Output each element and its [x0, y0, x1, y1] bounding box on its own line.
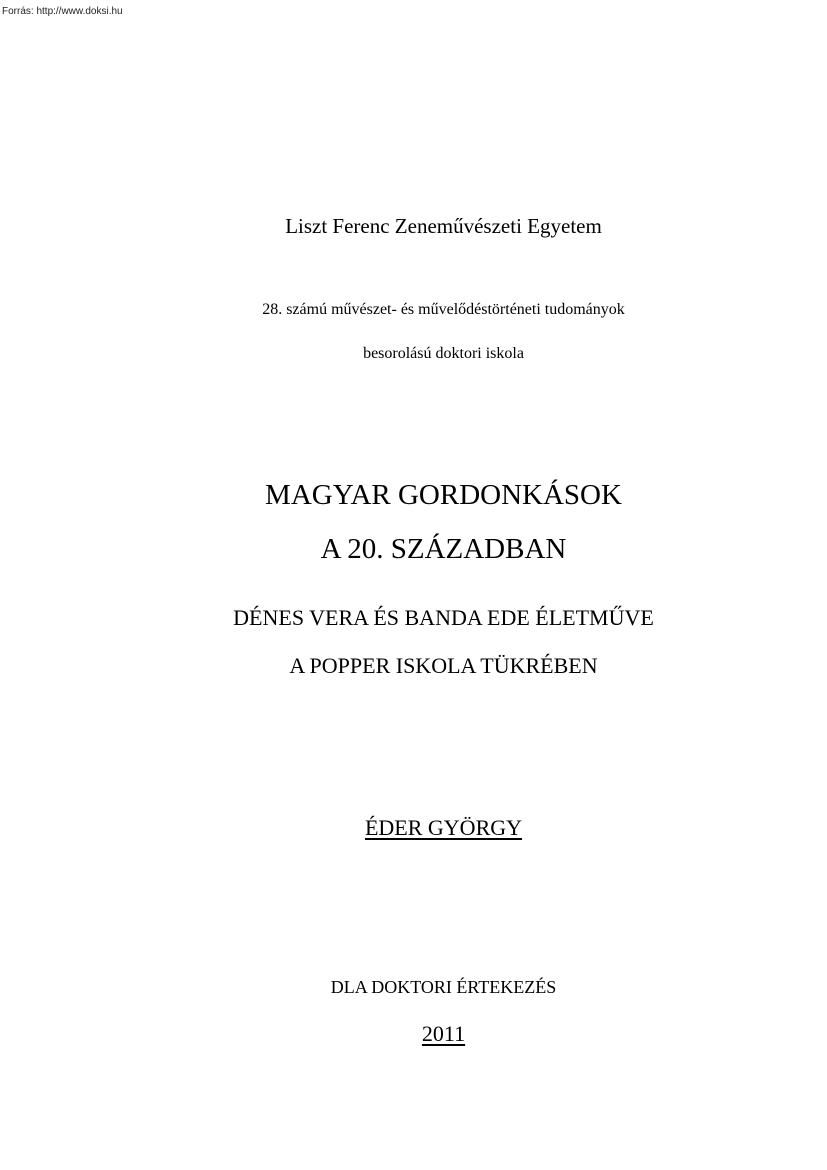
- thesis-title-line-1: MAGYAR GORDONKÁSOK: [265, 479, 622, 511]
- thesis-subtitle-line-2: A POPPER ISKOLA TÜKRÉBEN: [289, 653, 598, 678]
- author-name-line: [60, 815, 827, 841]
- doctoral-school-line-2: besorolású doktori iskola: [363, 345, 524, 362]
- year: 2011: [421, 1021, 466, 1046]
- doctoral-school-line-1: 28. számú művészet- és művelődéstörténeti tudományok: [262, 301, 625, 318]
- author-name: ÉDER GYÖRGY: [364, 815, 523, 840]
- source-link[interactable]: Forrás: http://www.doksi.hu: [2, 6, 123, 17]
- document-type: DLA DOKTORI ÉRTEKEZÉS: [330, 977, 557, 997]
- year-line: [60, 1021, 827, 1047]
- thesis-title-line-2: A 20. SZÁZADBAN: [320, 533, 567, 565]
- university-name: Liszt Ferenc Zeneművészeti Egyetem: [285, 214, 602, 238]
- thesis-subtitle-line-1: DÉNES VERA ÉS BANDA EDE ÉLETMŰVE: [233, 605, 654, 630]
